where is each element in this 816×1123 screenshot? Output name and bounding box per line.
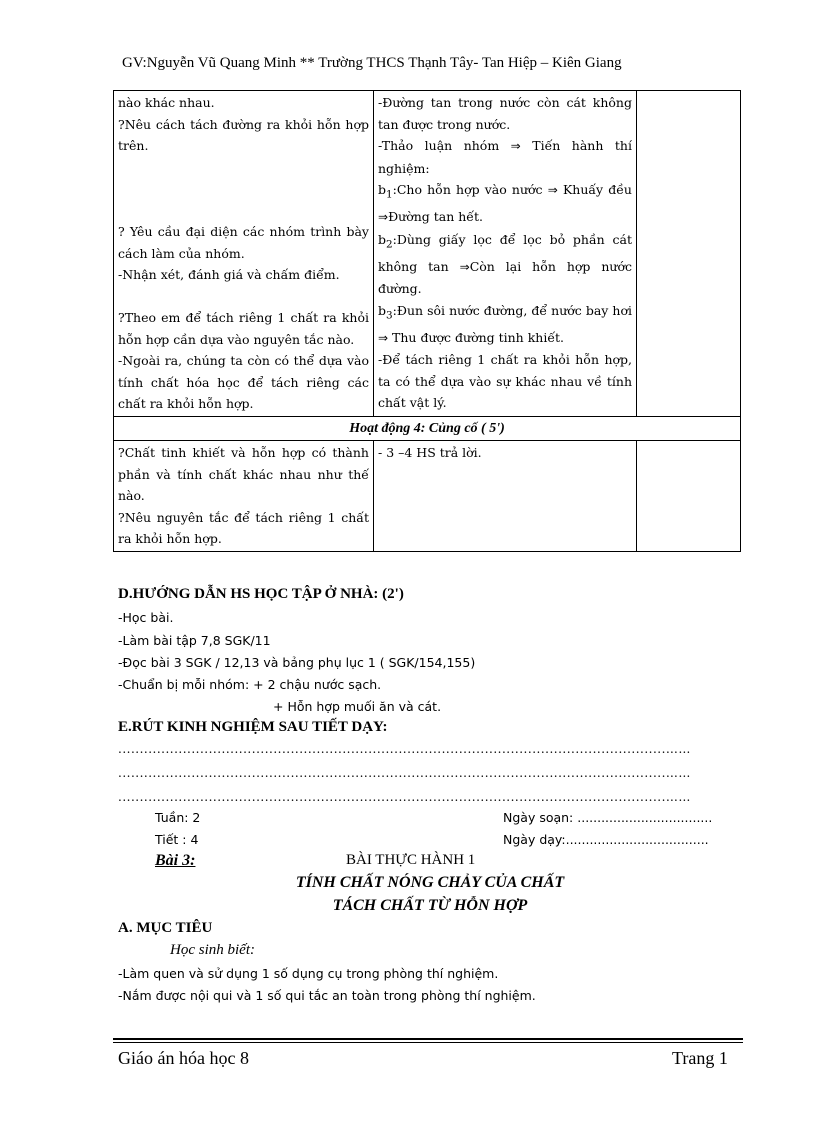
step-b1: $b_1:Cho$ hỗn hợp vào nước ⇒ Khuấy đều ⇒Đường tan hết. (378, 182, 632, 224)
page-header: GV:Nguyễn Vũ Quang Minh ** Trường THCS Thạnh Tây- Tan Hiệp – Kiên Giang (122, 55, 622, 71)
section-d-title: D.HƯỚNG DẪN HS HỌC TẬP Ở NHÀ: (2') (118, 586, 404, 602)
table-row (114, 441, 741, 552)
footer-rule (113, 1042, 743, 1043)
teacher-line: -Ngoài ra, chúng ta còn có thể dựa vào tính chất hóa học để tách riêng các chất ra khỏi hỗn hợp. (118, 353, 369, 411)
teacher-line: ?Chất tinh khiết và hỗn hợp có thành phần và tính chất khác nhau như thế nào. (118, 445, 369, 503)
homework-item: + Hỗn hợp muối ăn và cát. (273, 699, 442, 714)
teach-date: Ngày dạy:.................................... (503, 832, 709, 847)
notes-cell (637, 91, 741, 417)
arrow-icon: ⇒ (510, 139, 521, 153)
prep-date: Ngày soạn: .................................. (503, 810, 713, 825)
arrow-icon: ⇒ (378, 330, 389, 345)
student-activity-cell: - 3 –4 HS trả lời. (374, 441, 637, 552)
student-line: -Để tách riêng 1 chất ra khỏi hỗn hợp, ta có thể dựa vào sự khác nhau về tính chất vật lý. (378, 352, 632, 410)
student-line: -Đường tan trong nước còn cát không tan được trong nước. (378, 95, 632, 132)
notes-line: ...............................................................................................................................…… (118, 766, 691, 780)
teacher-line: ?Nêu nguyên tắc để tách riêng 1 chất ra khỏi hỗn hợp. (118, 509, 369, 546)
table-row (114, 91, 741, 417)
notes-cell (637, 441, 741, 552)
lesson-table (113, 90, 741, 552)
objective-item: -Làm quen và sử dụng 1 số dụng cụ trong phòng thí nghiệm. (118, 966, 499, 981)
objective-subtitle: Học sinh biết: (170, 942, 255, 958)
step-b3: $b_3:Đun$ sôi nước đường, để nước bay hơi ⇒ Thu được đường tinh khiết. (378, 302, 632, 345)
teacher-line: nào khác nhau. (118, 95, 215, 110)
teacher-line: ? Yêu cầu đại diện các nhóm trình bày cách làm của nhóm. (118, 224, 369, 261)
objective-item: -Nắm được nội qui và 1 số qui tắc an toàn trong phòng thí nghiệm. (118, 988, 536, 1003)
teacher-line: ?Theo em để tách riêng 1 chất ra khỏi hỗn hợp cần dựa vào nguyên tắc nào. (118, 310, 369, 347)
section-a-title: A. MỤC TIÊU (118, 920, 213, 936)
lesson-subtitle-2: TÁCH CHẤT TỪ HỖN HỢP (332, 897, 528, 914)
homework-item: -Học bài. (118, 610, 174, 625)
student-activity-cell (374, 91, 637, 417)
lesson-subtitle-1: TÍNH CHẤT NÓNG CHẢY CỦA CHẤT (295, 874, 565, 891)
step-b2: $b_2:Dùng$ giấy lọc để lọc bỏ phần cát không tan ⇒Còn lại hỗn hợp nước đường. (378, 231, 632, 296)
footer-left: Giáo án hóa học 8 (118, 1048, 249, 1068)
period-label: Tiết : 4 (155, 832, 199, 847)
teacher-line: ?Nêu cách tách đường ra khỏi hỗn hợp trên. (118, 116, 369, 153)
table-row (114, 416, 741, 441)
week-label: Tuần: 2 (155, 810, 201, 825)
student-line: -Thảo luận nhóm ⇒ Tiến hành thí nghiệm: (378, 138, 632, 176)
lesson-number: Bài 3: (155, 852, 196, 869)
notes-line: ...............................................................................................................................…… (118, 790, 691, 804)
teacher-activity-cell (114, 91, 374, 417)
lesson-title: BÀI THỰC HÀNH 1 (346, 852, 476, 868)
teacher-activity-cell (114, 441, 374, 552)
arrow-icon: ⇒ (378, 210, 389, 224)
arrow-icon: ⇒ (547, 183, 558, 197)
activity-heading: Hoạt động 4: Củng cố ( 5') (114, 416, 741, 441)
notes-line: ...............................................................................................................................…… (118, 742, 691, 756)
section-e-title: E.RÚT KINH NGHIỆM SAU TIẾT DẠY: (118, 719, 388, 735)
teacher-line: -Nhận xét, đánh giá và chấm điểm. (118, 267, 340, 282)
arrow-icon: ⇒ (459, 259, 470, 274)
footer-rule (113, 1038, 743, 1040)
homework-item: -Chuẩn bị mỗi nhóm: + 2 chậu nước sạch. (118, 677, 382, 692)
homework-item: -Đọc bài 3 SGK / 12,13 và bảng phụ lục 1 ( SGK/154,155) (118, 655, 476, 670)
homework-item: -Làm bài tập 7,8 SGK/11 (118, 633, 271, 648)
page-number: Trang 1 (672, 1048, 728, 1068)
